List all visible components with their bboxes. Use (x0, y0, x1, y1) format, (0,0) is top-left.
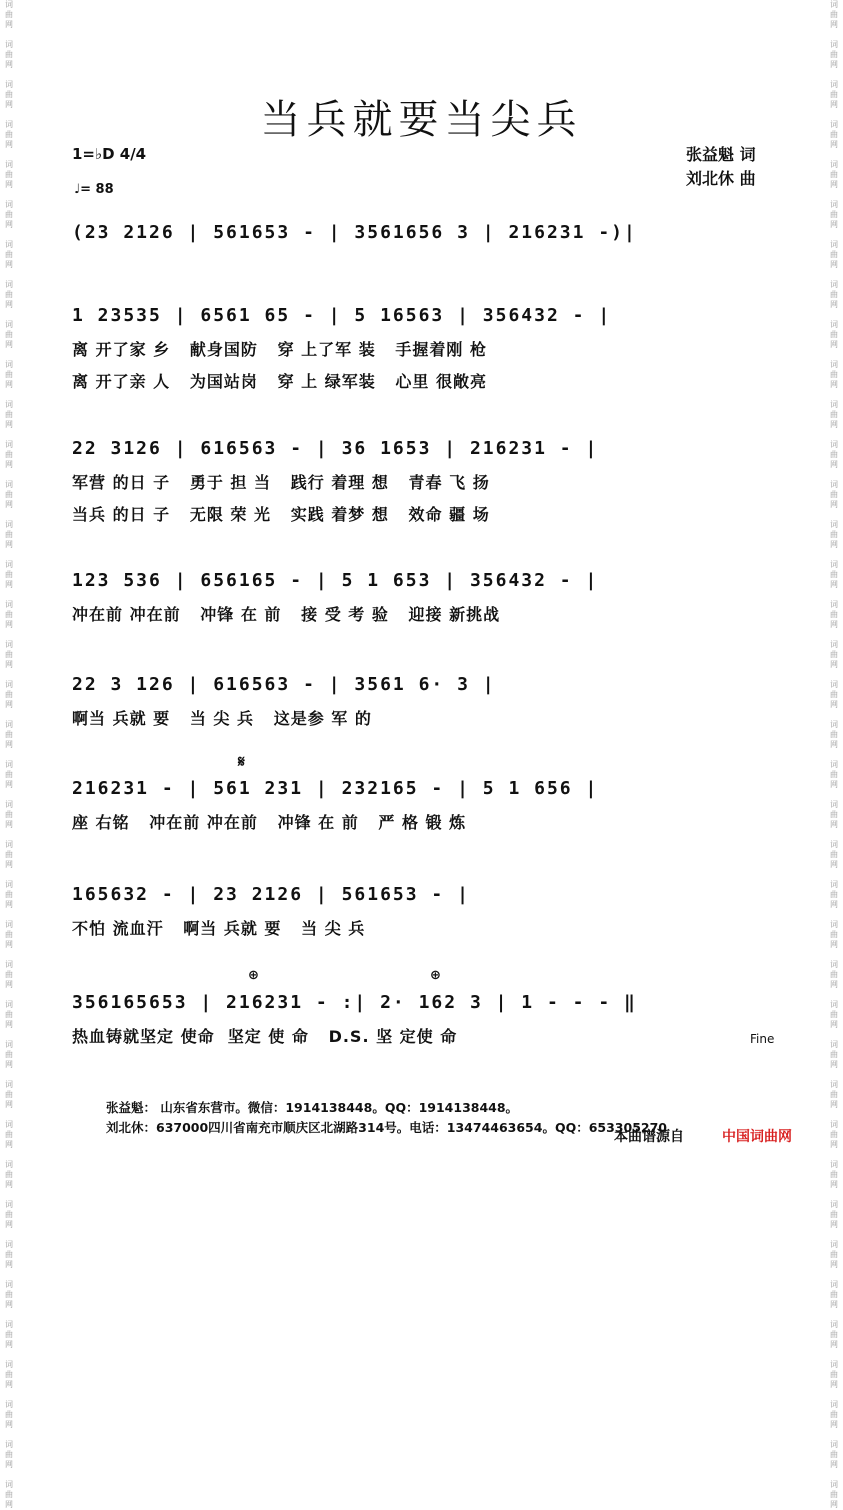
lyric-line: 离 开了亲 人 为国站岗 穿 上 绿军装 心里 很敞亮 (72, 372, 487, 391)
footer-composer-info: 刘北休：637000四川省南充市顺庆区北湖路314号。电话：13474463654。QQ：653305270 (106, 1120, 667, 1135)
watermark-right: 词 曲 网 词 曲 网 词 曲 网 词 曲 网 词 曲 网 词 曲 网 词 曲 网 词 曲 网 词 曲 网 词 曲 网 词 曲 网 词 曲 网 词 曲 网 词 曲 网 词 曲 网 词 曲 网 词 曲 网 词 曲 网 词 曲 网 词 曲 网 词 曲 网 词 曲 网 词 曲 网 词 曲 网 词 曲 网 词 曲 网 词 曲 网 词 曲 网 词 曲 网 词 曲 网 词 曲 网 词 曲 网 词 曲 网 词 曲 网 词 曲 网 词 曲 网 词 曲 网 词 曲 网 (830, 0, 838, 1509)
lyric-line: 啊当 兵就 要 当 尖 兵 这是参 军 的 (72, 709, 372, 728)
song-title: 当兵就要当尖兵 (260, 97, 583, 143)
notation-row: 356165653 | 216231 - :| 2· 162 3 | 1 - - - ‖ (72, 992, 637, 1013)
segno-mark: 𝄋 (238, 752, 245, 771)
lyric-line: 座 右铭 冲在前 冲在前 冲锋 在 前 严 格 锻 炼 (72, 813, 467, 832)
watermark-left: 词 曲 网 词 曲 网 词 曲 网 词 曲 网 词 曲 网 词 曲 网 词 曲 网 词 曲 网 词 曲 网 词 曲 网 词 曲 网 词 曲 网 词 曲 网 词 曲 网 词 曲 网 词 曲 网 词 曲 网 词 曲 网 词 曲 网 词 曲 网 词 曲 网 词 曲 网 词 曲 网 词 曲 网 词 曲 网 词 曲 网 词 曲 网 词 曲 网 词 曲 网 词 曲 网 词 曲 网 词 曲 网 词 曲 网 词 曲 网 词 曲 网 词 曲 网 词 曲 网 词 曲 网 (5, 0, 13, 1509)
lyric-line: 军营 的日 子 勇于 担 当 践行 着理 想 青春 飞 扬 (72, 473, 490, 492)
notation-row: 22 3126 | 616563 - | 36 1653 | 216231 - | (72, 438, 599, 459)
notation-row: (23 2126 | 561653 - | 3561656 3 | 216231 -)| (72, 222, 637, 243)
lyric-line: 冲在前 冲在前 冲锋 在 前 接 受 考 验 迎接 新挑战 (72, 605, 501, 624)
footer-lyricist-info: 张益魁： 山东省东营市。微信：1914138448。QQ：1914138448。 (106, 1100, 519, 1115)
lyric-line: 不怕 流血汗 啊当 兵就 要 当 尖 兵 (72, 919, 366, 938)
source-label: 本曲谱源自 (614, 1129, 684, 1145)
coda-mark: ⊕ (248, 968, 259, 983)
notation-row: 123 536 | 656165 - | 5 1 653 | 356432 - | (72, 570, 599, 591)
notation-row: 1 23535 | 6561 65 - | 5 16563 | 356432 - | (72, 305, 612, 326)
notation-row: 22 3 126 | 616563 - | 3561 6· 3 | (72, 674, 496, 695)
fine-mark: Fine (750, 1032, 775, 1046)
notation-row: 216231 - | 561 231 | 232165 - | 5 1 656 | (72, 778, 599, 799)
key-signature: 1=♭D 4/4 (72, 145, 147, 163)
lyricist-credit: 张益魁 词 (686, 145, 756, 164)
tempo-marking: ♩= 88 (74, 182, 114, 197)
lyric-line: 热血铸就坚定 使命 坚定 使 命 D.S. 坚 定使 命 (72, 1027, 458, 1046)
lyric-line: 当兵 的日 子 无限 荣 光 实践 着梦 想 效命 疆 场 (72, 505, 490, 524)
lyric-line: 离 开了家 乡 献身国防 穿 上了军 装 手握着刚 枪 (72, 340, 487, 359)
brand-link[interactable]: 中国词曲网 (722, 1129, 792, 1145)
composer-credit: 刘北休 曲 (686, 169, 756, 188)
coda-mark-2: ⊕ (430, 968, 441, 983)
notation-row: 165632 - | 23 2126 | 561653 - | (72, 884, 470, 905)
